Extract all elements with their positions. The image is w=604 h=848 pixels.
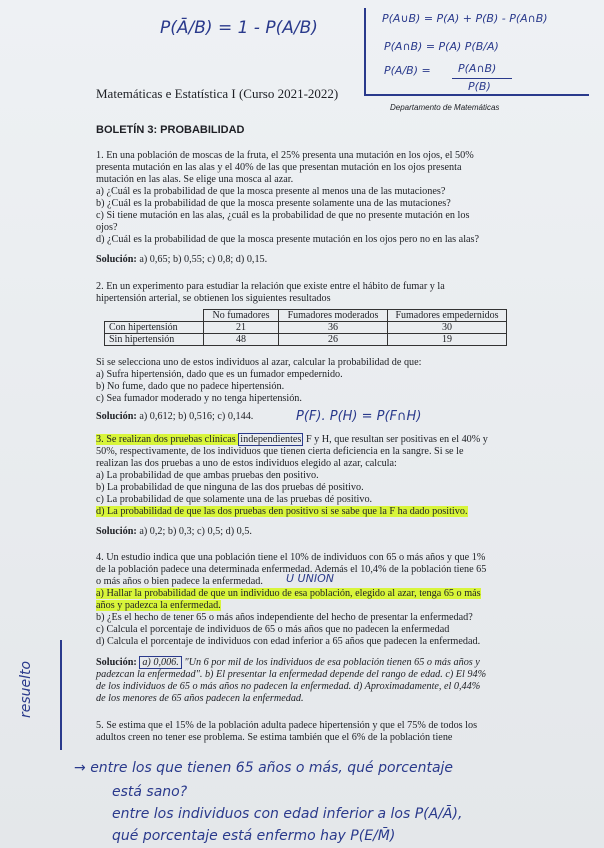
- p2-solution-text: a) 0,612; b) 0,516; c) 0,144.: [139, 411, 254, 422]
- p5-line: 5. Se estima que el 15% de la población adulta padece hipertensión y que el 75% de todos los: [96, 720, 478, 731]
- p4-solution: [96, 657, 480, 669]
- p3-line: b) La probabilidad de que ninguna de las dos pruebas dé positivo.: [96, 482, 364, 493]
- table-row-label: Sin hipertensión: [105, 334, 204, 346]
- table-cell: 30: [388, 322, 507, 334]
- fraction-bar: [452, 78, 512, 79]
- p4-line-a: [96, 588, 481, 600]
- p1-line: b) ¿Cuál es la probabilidad de que la mosca presente solamente una de las mutaciones?: [96, 198, 451, 209]
- handwritten-conditional-formula: P(A/B) =: [384, 64, 431, 77]
- table-header-cell: No fumadores: [204, 310, 279, 322]
- p1-solution-text: a) 0,65; b) 0,55; c) 0,8; d) 0,15.: [139, 254, 268, 265]
- table-header-row: [105, 310, 507, 322]
- handwritten-question-line: qué porcentaje está enfermo hay P(E/M̄): [112, 828, 396, 844]
- table-header-cell: Fumadores empedernidos: [388, 310, 507, 322]
- p3-solution-label: Solución:: [96, 526, 137, 537]
- p4-line-a-highlight: a) Hallar la probabilidad de que un individuo de esa población, elegido al azar, tenga 65 o más: [96, 588, 481, 599]
- p4-solution-line: de los menores de 65 años padecen la enfermedad.: [96, 693, 304, 704]
- p4-line-a2: [96, 600, 221, 612]
- p4-solution-text: "Un 6 por mil de los individuos de esa población tienen 65 o más años y: [181, 657, 480, 668]
- p1-line: a) ¿Cuál es la probabilidad de que la mosca presente al menos una de las mutaciones?: [96, 186, 446, 197]
- handwritten-question-line: → entre los que tienen 65 años o más, qué porcentaje: [74, 760, 454, 776]
- p2-line: hipertensión arterial, se obtienen los siguientes resultados: [96, 293, 331, 304]
- handwritten-conditional-denominator: P(B): [468, 80, 491, 93]
- p3-line: realizan las dos pruebas a uno de estos individuos elegido al azar, calcula:: [96, 458, 397, 469]
- handwritten-conditional-numerator: P(A∩B): [458, 62, 497, 75]
- p2-line: a) Sufra hipertensión, dado que es un fumador empedernido.: [96, 369, 343, 380]
- p2-line: 2. En un experimento para estudiar la relación que existe entre el hábito de fumar y la: [96, 281, 445, 292]
- handwritten-question-1: entre los que tienen 65 años o más, qué porcentaje: [90, 760, 454, 776]
- table-cell: 19: [388, 334, 507, 346]
- boletin-heading: BOLETÍN 3: PROBABILIDAD: [96, 124, 245, 136]
- p3-line: a) La probabilidad de que ambas pruebas den positivo.: [96, 470, 319, 481]
- p3-number-highlight: 3. Se realizan dos pruebas clínicas: [96, 434, 239, 445]
- p1-line: ojos?: [96, 222, 118, 233]
- p1-line: mutación en las alas. Se elige una mosca al azar.: [96, 174, 294, 185]
- formula-box-left-border: [364, 8, 366, 94]
- handwritten-union-note: U UNION: [286, 572, 334, 585]
- p3-line: 50%, respectivamente, de los individuos que tienen cierta deficiencia en la sangre. Si se le: [96, 446, 464, 457]
- table-cell: 26: [279, 334, 388, 346]
- p2-solution: [96, 411, 253, 423]
- p4-solution-a: a) 0,006.: [139, 656, 182, 669]
- p2-solution-label: Solución:: [96, 411, 137, 422]
- table-row: [105, 322, 507, 334]
- smoking-table: [104, 309, 507, 346]
- handwritten-intersection-formula: P(A∩B) = P(A) P(B/A): [384, 40, 499, 53]
- handwritten-union-formula: P(A∪B) = P(A) + P(B) - P(A∩B): [382, 12, 548, 25]
- margin-bracket: [60, 640, 62, 750]
- p3-solution: [96, 526, 252, 538]
- p3-solution-text: a) 0,2; b) 0,3; c) 0,5; d) 0,5.: [139, 526, 252, 537]
- p4-solution-line: padezcan la enfermedad". b) El presentar la enfermedad depende del rango de edad. c) El 94%: [96, 669, 487, 680]
- p4-line: b) ¿Es el hecho de tener 65 o más años independiente del hecho de presentar la enfermedad?: [96, 612, 473, 623]
- p1-line: 1. En una población de moscas de la fruta, el 25% presenta una mutación en los ojos, el 50%: [96, 150, 474, 161]
- p2-line: Si se selecciona uno de estos individuos al azar, calcular la probabilidad de que:: [96, 357, 422, 368]
- p1-line: presenta mutación en las alas y el 40% de las que presentan mutación en los ojos presenta: [96, 162, 462, 173]
- table-cell: 36: [279, 322, 388, 334]
- p3-line-d-highlight: d) La probabilidad de que las dos pruebas den positivo si se sabe que la F ha dado positivo.: [96, 506, 468, 517]
- handwritten-independence-note: P(F). P(H) = P(F∩H): [296, 409, 422, 424]
- p4-line: de la población padece una determinada enfermedad. Además el 10,4% de la población tiene 65: [96, 564, 487, 575]
- p4-line: c) Calcula el porcentaje de individuos de 65 o más años que no padecen la enfermedad: [96, 624, 450, 635]
- department-label: Departamento de Matemáticas: [390, 103, 500, 112]
- p4-solution-line: de los individuos de 65 o más años no padecen la enfermedad. d) Aproximadamente, el 0,44%: [96, 681, 481, 692]
- handwritten-margin-note: resuelto: [18, 660, 34, 718]
- table-header-cell: Fumadores moderados: [279, 310, 388, 322]
- p4-line-a2-highlight: años y padezca la enfermedad.: [96, 600, 221, 611]
- course-title: Matemáticas e Estatística I (Curso 2021-2022): [96, 86, 339, 101]
- p5-line: adultos creen no tener ese problema. Se estima también que el 6% de la población tiene: [96, 732, 453, 743]
- p4-line: o más años o bien padece la enfermedad.: [96, 576, 263, 587]
- table-corner-cell: [105, 310, 204, 322]
- handwritten-question-line: está sano?: [112, 784, 188, 800]
- p3-line: c) La probabilidad de que solamente una de las pruebas dé positivo.: [96, 494, 373, 505]
- p1-solution: [96, 254, 267, 266]
- p1-line: d) ¿Cuál es la probabilidad de que la mosca presente mutación en los ojos pero no en las alas?: [96, 234, 480, 245]
- p3-line1-rest: F y H, que resultan ser positivas en el 40% y: [303, 434, 488, 445]
- handwritten-question-line: entre los individuos con edad inferior a los P(A/Ā),: [112, 806, 463, 822]
- table-cell: 21: [204, 322, 279, 334]
- table-row-label: Con hipertensión: [105, 322, 204, 334]
- table-row: [105, 334, 507, 346]
- p4-solution-label: Solución:: [96, 657, 137, 668]
- handwritten-top-formula: P(Ā/B) = 1 - P(A/B): [160, 18, 318, 38]
- p4-line: 4. Un estudio indica que una población tiene el 10% de individuos con 65 o más años y que 1%: [96, 552, 486, 563]
- p2-line: c) Sea fumador moderado y no tenga hipertensión.: [96, 393, 302, 404]
- p2-line: b) No fume, dado que no padece hipertensión.: [96, 381, 285, 392]
- p3-line-d: [96, 506, 468, 518]
- p3-independientes-boxed: independientes: [240, 434, 302, 445]
- p1-solution-label: Solución:: [96, 254, 137, 265]
- formula-box-bottom-border: [364, 94, 589, 96]
- table-cell: 48: [204, 334, 279, 346]
- p1-line: c) Si tiene mutación en las alas, ¿cuál es la probabilidad de que no presente mutación en los: [96, 210, 470, 221]
- p4-line: d) Calcula el porcentaje de individuos con edad inferior a 65 años que padecen la enfermedad.: [96, 636, 481, 647]
- p3-line: [96, 434, 488, 446]
